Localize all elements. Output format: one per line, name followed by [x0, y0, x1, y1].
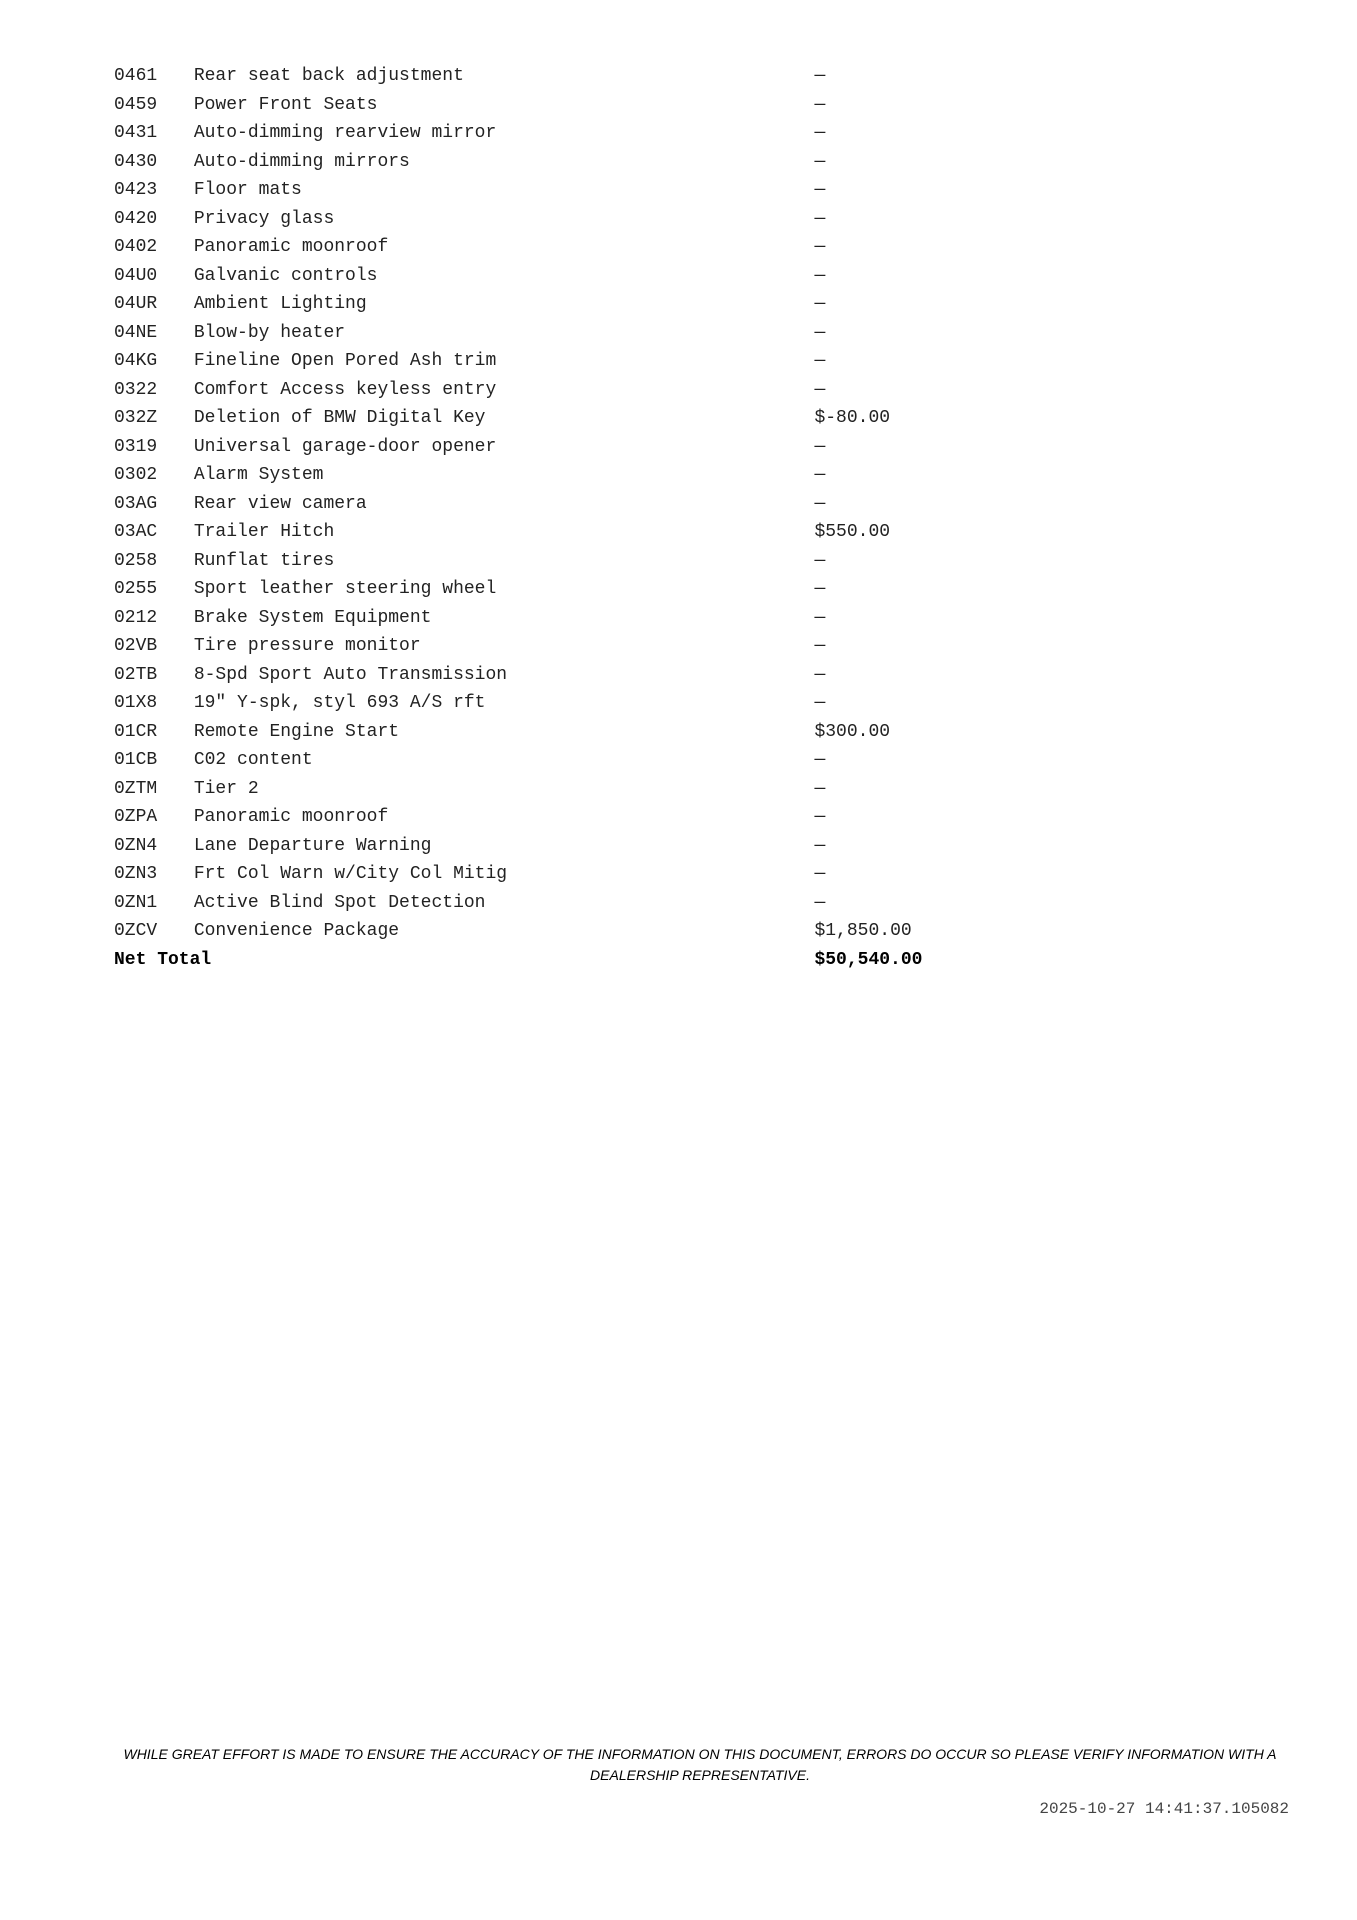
option-description: Tire pressure monitor [193, 636, 421, 657]
option-code: 0ZTM [114, 778, 158, 799]
option-description: Brake System Equipment [193, 607, 432, 628]
option-code: 0ZPA [114, 807, 158, 828]
net-total-label: Net Total [114, 949, 212, 970]
option-code: 0430 [114, 151, 158, 172]
option-row [114, 575, 1014, 604]
net-total-value: $50,540.00 [814, 949, 923, 970]
option-row [114, 775, 1014, 804]
option-description: Rear view camera [193, 493, 367, 514]
option-description: Auto-dimming mirrors [193, 151, 410, 172]
option-price: — [814, 94, 826, 115]
option-description: 19" Y-spk, styl 693 A/S rft [193, 693, 486, 714]
option-price: — [814, 892, 826, 913]
option-description: Convenience Package [193, 921, 400, 942]
option-description: Universal garage-door opener [193, 436, 497, 457]
option-description: Tier 2 [193, 778, 259, 799]
option-rows [114, 62, 1014, 946]
option-row [114, 91, 1014, 120]
option-description: Deletion of BMW Digital Key [193, 408, 486, 429]
option-code: 03AG [114, 493, 158, 514]
option-code: 02VB [114, 636, 158, 657]
option-price: — [814, 436, 826, 457]
option-description: Auto-dimming rearview mirror [193, 123, 497, 144]
option-price: — [814, 550, 826, 571]
option-price: — [814, 693, 826, 714]
option-price: — [814, 664, 826, 685]
option-code: 0258 [114, 550, 158, 571]
option-price: — [814, 180, 826, 201]
option-code: 04NE [114, 322, 158, 343]
option-price: — [814, 237, 826, 258]
option-code: 04U0 [114, 265, 158, 286]
option-description: Power Front Seats [193, 94, 378, 115]
option-description: Fineline Open Pored Ash trim [193, 351, 497, 372]
option-price: — [814, 151, 826, 172]
option-row [114, 718, 1014, 747]
option-price: — [814, 864, 826, 885]
option-row [114, 433, 1014, 462]
option-description: C02 content [193, 750, 313, 771]
option-row [114, 62, 1014, 91]
option-row [114, 404, 1014, 433]
option-description: Rear seat back adjustment [193, 66, 464, 87]
option-code: 032Z [114, 408, 158, 429]
option-row [114, 376, 1014, 405]
option-price: — [814, 123, 826, 144]
option-row [114, 604, 1014, 633]
option-price: — [814, 835, 826, 856]
option-row [114, 632, 1014, 661]
option-row [114, 461, 1014, 490]
option-code: 0ZN1 [114, 892, 158, 913]
option-row [114, 319, 1014, 348]
disclaimer-text: WHILE GREAT EFFORT IS MADE TO ENSURE THE ACCURACY OF THE INFORMATION ON THIS DOCUMENT, ERRORS DO OCCUR SO PLEASE VERIFY INFORMATION WITH A DEALERSHIP REPRESENTATIVE. [123, 1746, 1277, 1783]
option-code: 04UR [114, 294, 158, 315]
option-description: Ambient Lighting [193, 294, 367, 315]
option-price: — [814, 322, 826, 343]
option-row [114, 205, 1014, 234]
option-description: Runflat tires [193, 550, 335, 571]
option-price: $300.00 [814, 721, 891, 742]
option-price: $550.00 [814, 522, 891, 543]
option-price: — [814, 465, 826, 486]
option-code: 0ZCV [114, 921, 158, 942]
option-price: — [814, 294, 826, 315]
option-description: Comfort Access keyless entry [193, 379, 497, 400]
option-code: 0255 [114, 579, 158, 600]
option-description: Active Blind Spot Detection [193, 892, 486, 913]
option-price: — [814, 66, 826, 87]
option-price: — [814, 807, 826, 828]
option-code: 0ZN4 [114, 835, 158, 856]
option-row [114, 889, 1014, 918]
option-price: — [814, 607, 826, 628]
option-price: — [814, 579, 826, 600]
option-description: Alarm System [193, 465, 324, 486]
option-price: $-80.00 [814, 408, 891, 429]
option-price: — [814, 351, 826, 372]
option-price: — [814, 778, 826, 799]
option-code: 01CR [114, 721, 158, 742]
option-description: Blow-by heater [193, 322, 346, 343]
option-row [114, 661, 1014, 690]
option-row [114, 290, 1014, 319]
option-description: Floor mats [193, 180, 302, 201]
option-row [114, 832, 1014, 861]
option-code: 0212 [114, 607, 158, 628]
option-description: Frt Col Warn w/City Col Mitig [193, 864, 508, 885]
option-code: 0420 [114, 208, 158, 229]
option-price: — [814, 636, 826, 657]
option-description: Galvanic controls [193, 265, 378, 286]
option-description: Sport leather steering wheel [193, 579, 497, 600]
option-code: 02TB [114, 664, 158, 685]
option-row [114, 262, 1014, 291]
option-code: 0431 [114, 123, 158, 144]
option-row [114, 860, 1014, 889]
option-row [114, 689, 1014, 718]
option-row [114, 347, 1014, 376]
option-row [114, 917, 1014, 946]
option-code: 0461 [114, 66, 158, 87]
option-description: Privacy glass [193, 208, 335, 229]
option-code: 04KG [114, 351, 158, 372]
net-total-row [114, 946, 1014, 975]
option-price: — [814, 750, 826, 771]
option-row [114, 148, 1014, 177]
option-description: Lane Departure Warning [193, 835, 432, 856]
print-timestamp: 2025-10-27 14:41:37.105082 [1039, 1800, 1289, 1818]
option-code: 0423 [114, 180, 158, 201]
option-description: Remote Engine Start [193, 721, 400, 742]
option-code: 0ZN3 [114, 864, 158, 885]
option-price: — [814, 208, 826, 229]
option-code: 03AC [114, 522, 158, 543]
option-code: 0302 [114, 465, 158, 486]
option-row [114, 490, 1014, 519]
option-price: — [814, 379, 826, 400]
option-row [114, 119, 1014, 148]
option-description: 8-Spd Sport Auto Transmission [193, 664, 508, 685]
option-code: 01X8 [114, 693, 158, 714]
option-row [114, 518, 1014, 547]
option-row [114, 746, 1014, 775]
option-price: — [814, 265, 826, 286]
option-code: 0402 [114, 237, 158, 258]
option-row [114, 547, 1014, 576]
option-description: Panoramic moonroof [193, 807, 389, 828]
option-price: — [814, 493, 826, 514]
option-description: Panoramic moonroof [193, 237, 389, 258]
option-row [114, 176, 1014, 205]
option-row [114, 803, 1014, 832]
option-code: 0459 [114, 94, 158, 115]
option-row [114, 233, 1014, 262]
option-price: $1,850.00 [814, 921, 912, 942]
options-table [114, 62, 1014, 974]
option-code: 01CB [114, 750, 158, 771]
option-code: 0319 [114, 436, 158, 457]
option-description: Trailer Hitch [193, 522, 335, 543]
option-code: 0322 [114, 379, 158, 400]
